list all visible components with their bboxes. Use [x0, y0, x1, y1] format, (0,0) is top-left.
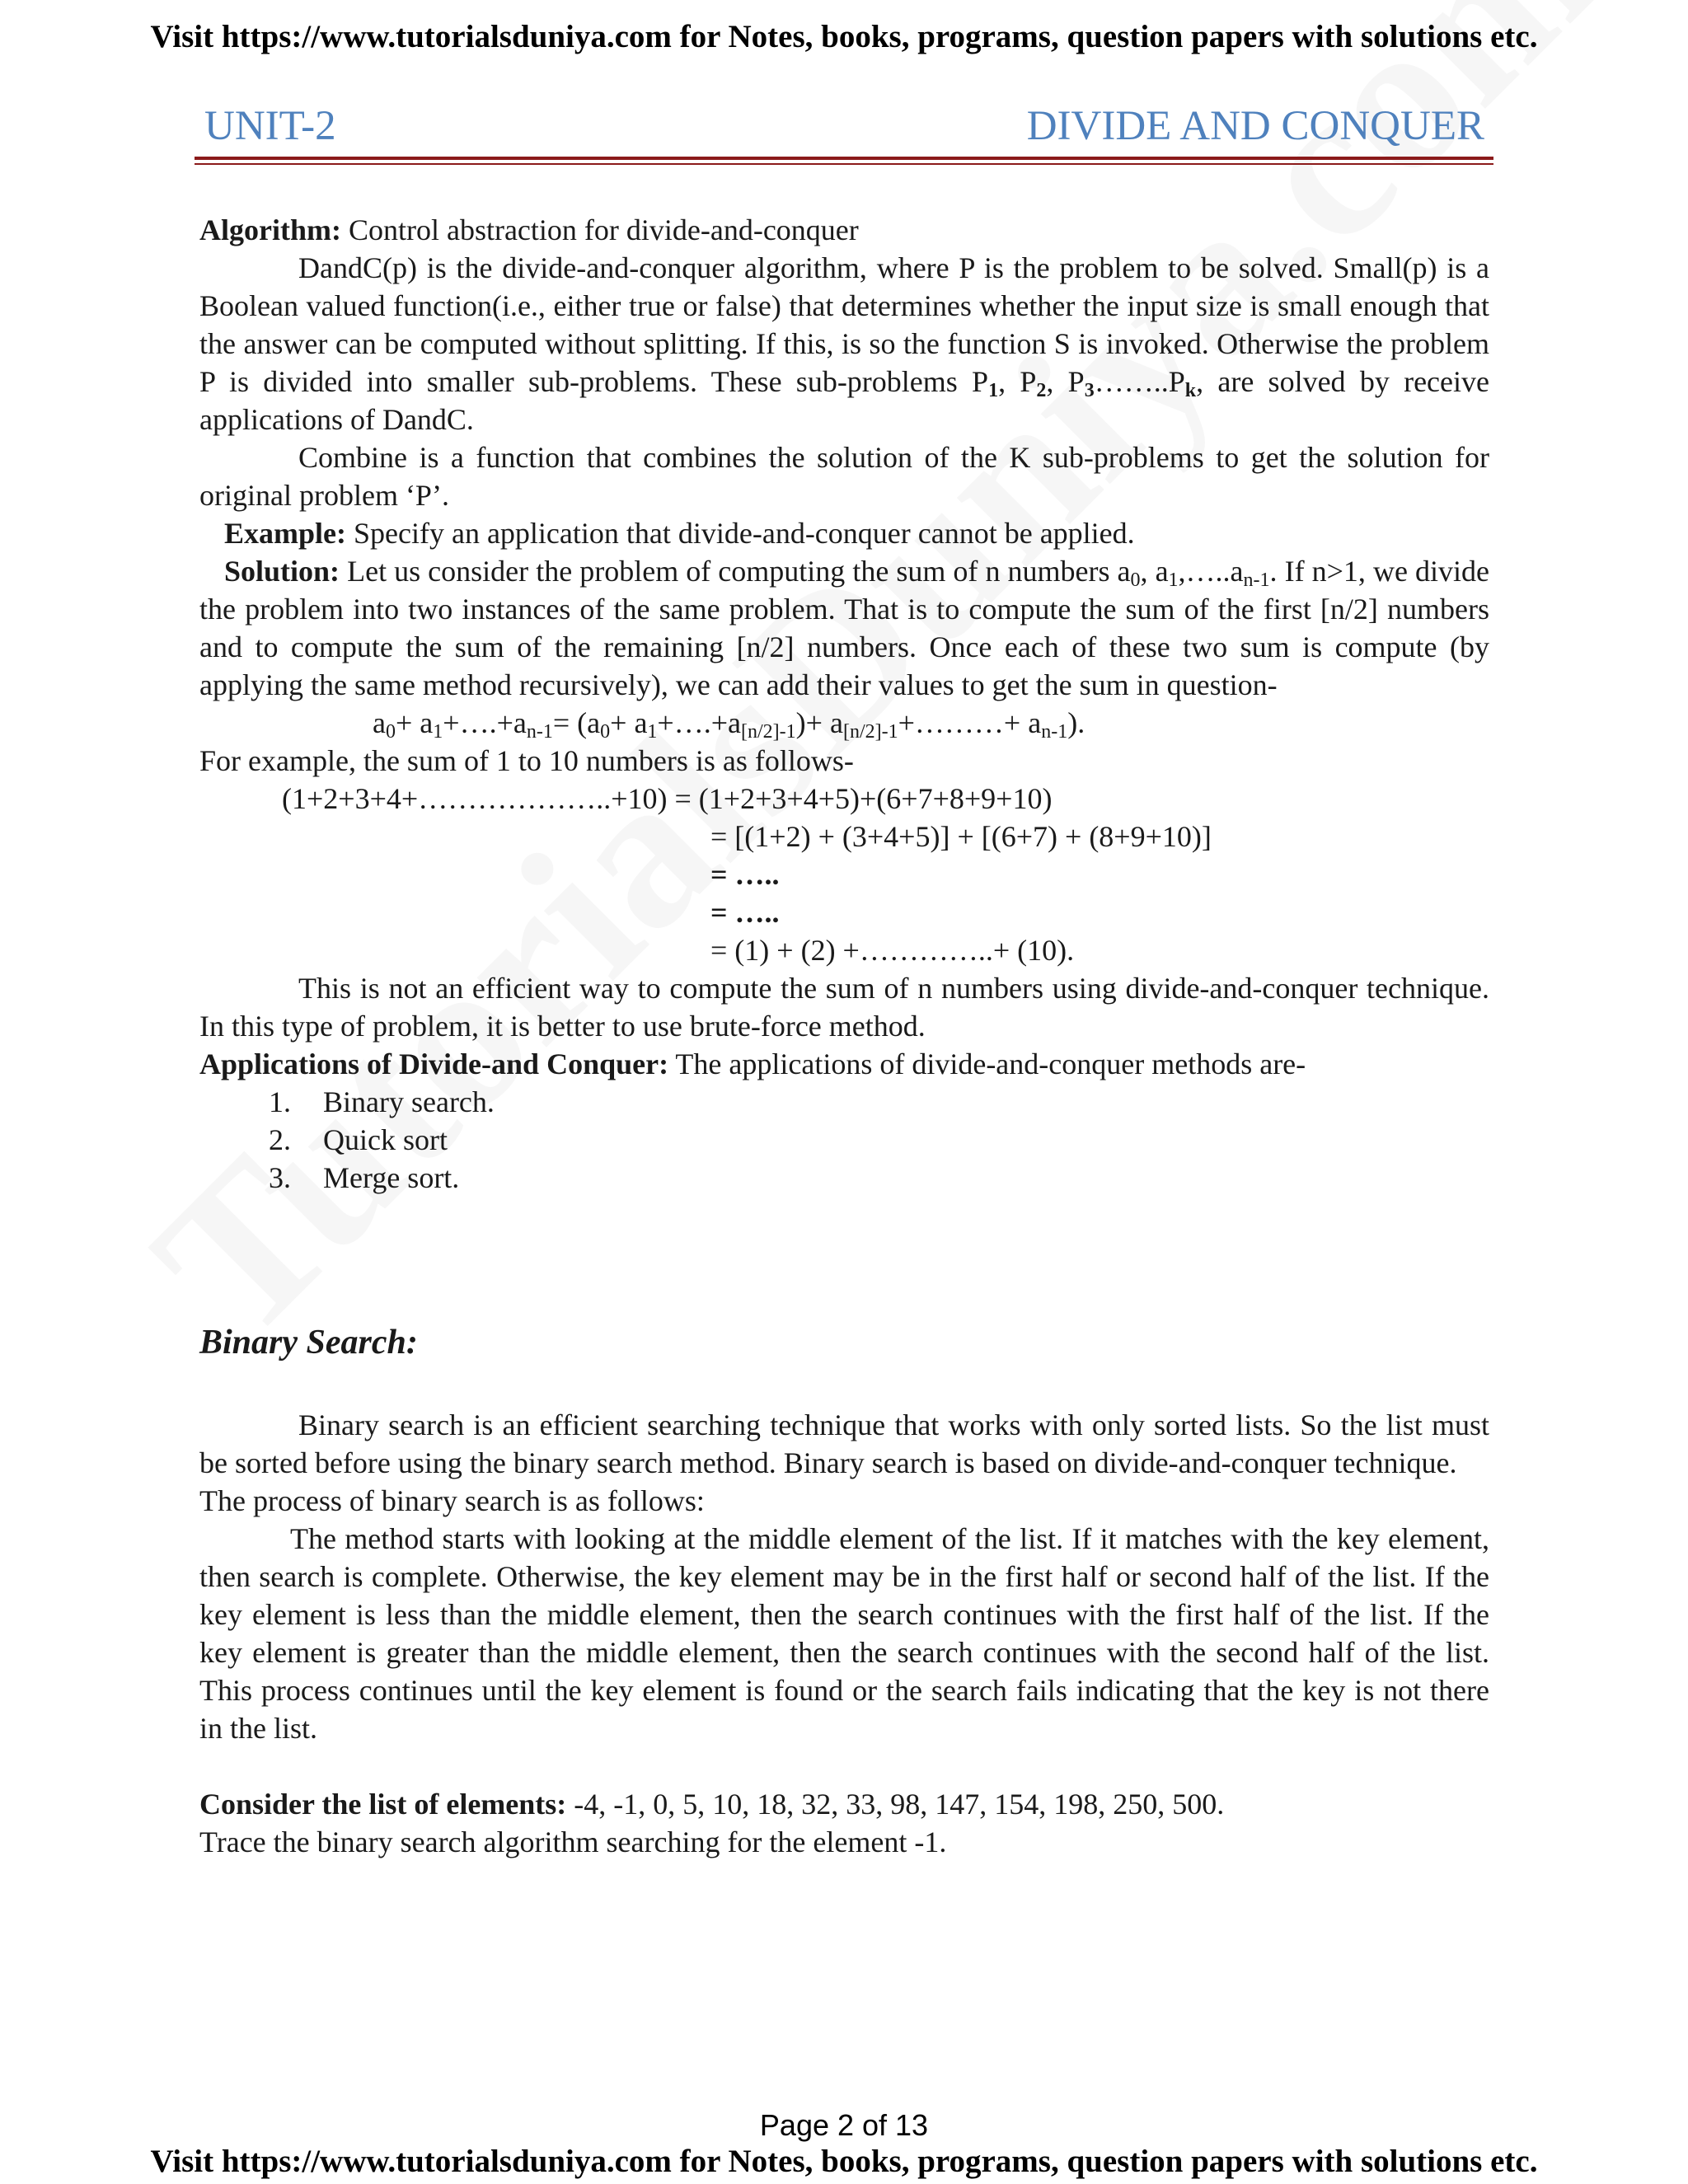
algorithm-label: Algorithm: [199, 213, 341, 246]
list-item: 3. Merge sort. [298, 1159, 1489, 1197]
example-line [199, 514, 1489, 552]
sum-step-line: = (1) + (2) +…………..+ (10). [710, 934, 1075, 967]
sum-formula: $a_0+$ $a_1+\dots.+a_{n-1}= (a_0+$ $a_1+\dots.+a_{[n/2]-1})+$ $a_{[n/2]-1}+\dots\dots\dots+ a_{n-1}$). [373, 706, 1085, 743]
bottom-banner: Visit https://www.tutorialsduniya.com for Notes, books, programs, question papers with solutions etc. [150, 2144, 1538, 2179]
algorithm-paragraph: DandC(p) is the divide-and-conquer algorithm, where P is the problem to be solved. Small(p) is a Boolean valued function(i.e., either true or false) that determines whether the input size is small enough that the answer can be computed without splitting. If this, is so the function S is invoked. Otherwise the problem P is divided into smaller sub-problems. These sub-problems $P_1$, $P_2$, $P_3\dots\dots..P_k$, are solved by receive applications of DandC. [199, 251, 1489, 436]
consider-label: Consider the list of elements: [199, 1788, 567, 1821]
algorithm-title: Control abstraction for divide-and-conquer [340, 213, 859, 246]
binary-search-process-label: The process of binary search is as follows: [199, 1484, 705, 1517]
header-rule-thick [195, 157, 1493, 160]
sum-step-line: (1+2+3+4+………………..+10) = (1+2+3+4+5)+(6+7+8+9+10) [282, 782, 1053, 815]
applications-text: The applications of divide-and-conquer methods are- [668, 1047, 1306, 1080]
example-label: Example: [224, 517, 346, 550]
page-number: Page 2 of 13 [759, 2108, 929, 2142]
top-banner: Visit https://www.tutorialsduniya.com for Notes, books, programs, question papers with solutions etc. [150, 19, 1538, 54]
header-chapter-title: DIVIDE AND CONQUER [1026, 103, 1484, 149]
trace-line: Trace the binary search algorithm searching for the element -1. [199, 1825, 947, 1858]
header-unit: UNIT-2 [204, 103, 336, 149]
applications-list [199, 1083, 1489, 1197]
list-item: 1. Binary search. [298, 1083, 1489, 1121]
page-content [199, 211, 1489, 1858]
binary-search-method-paragraph: The method starts with looking at the middle element of the list. If it matches with the key element, then search is complete. Otherwise, the key element may be in the first half or second half of the list. If the key element is less than the middle element, then the search continues with the first half of the list. If the key element is greater than the middle element, then the search continues with the second half of the list. This process continues until the key element is found or the search fails indicating that the key is not there in the list. [199, 1522, 1489, 1745]
sum-step-line: = ….. [710, 896, 780, 929]
binary-search-heading: Binary Search: [199, 1324, 418, 1361]
consider-list-line [199, 1785, 1489, 1823]
solution-label: Solution: [224, 555, 340, 588]
applications-line [199, 1045, 1489, 1083]
not-efficient-paragraph: This is not an efficient way to compute the sum of n numbers using divide-and-conquer technique. In this type of problem, it is better to use brute-force method. [199, 972, 1489, 1043]
for-example-line: For example, the sum of 1 to 10 numbers is as follows- [199, 744, 854, 777]
solution-paragraph: Solution: Let us consider the problem of computing the sum of n numbers $a_0$, $a_1,\dots..a_{n-1}$. If n>1, we divide the problem into two instances of the same problem. That is to compute the sum of the first [n/2] numbers and to compute the sum of the remaining [n/2] numbers. Once each of these two sum is compute (by applying the same method recursively), we can add their values to get the sum in question- [199, 555, 1489, 701]
sum-step-line: = ….. [710, 858, 780, 891]
combine-paragraph: Combine is a function that combines the solution of the K sub-problems to get the solution for original problem ‘P’. [199, 441, 1489, 512]
example-text: Specify an application that divide-and-conquer cannot be applied. [346, 517, 1135, 550]
applications-label: Applications of Divide-and Conquer: [199, 1047, 669, 1080]
binary-search-section [199, 1406, 1489, 1861]
list-item: 2. Quick sort [298, 1121, 1489, 1159]
header-rule-thin [195, 163, 1493, 165]
binary-search-intro: Binary search is an efficient searching technique that works with only sorted lists. So the list must be sorted before using the binary search method. Binary search is based on divide-and-conquer technique. [199, 1408, 1489, 1479]
sum-step-line: = [(1+2) + (3+4+5)] + [(6+7) + (8+9+10)] [710, 820, 1212, 853]
algorithm-heading [199, 211, 1489, 249]
consider-values: -4, -1, 0, 5, 10, 18, 32, 33, 98, 147, 154, 198, 250, 500. [566, 1788, 1225, 1821]
